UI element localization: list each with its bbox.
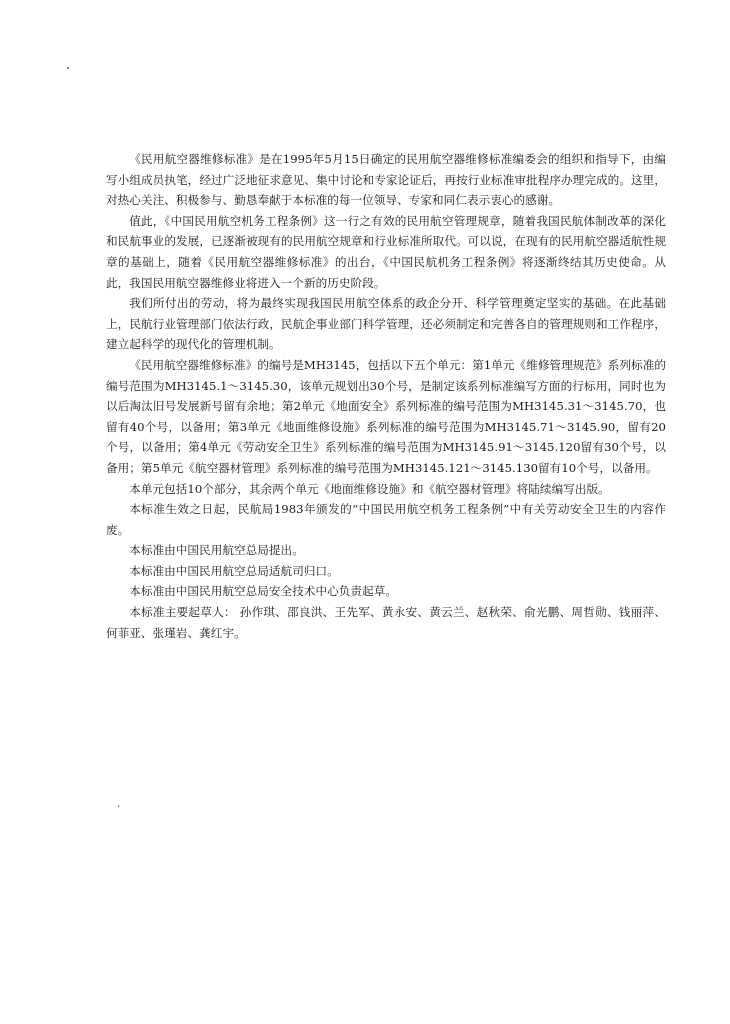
paragraph-drafters: 本标准主要起草人： 孙作琪、邵良洪、王先军、黄永安、黄云兰、赵秋荣、俞光鹏、周哲勋、钱丽萍、何菲亚、张瑾岩、龚红宇。 [106,605,666,640]
paragraph-proposer: 本标准由中国民用航空总局提出。 [129,543,304,558]
paragraph-drafting-org: 本标准由中国民用航空总局安全技术中心负责起草。 [129,584,397,599]
foreword-text [106,149,666,643]
paragraph-management: 我们所付出的劳动，将为最终实现我国民用航空体系的政企分开、科学管理奠定坚实的基础。在此基础上，民航行业管理部门依法行政，民航企事业部门科学管理，还必须制定和完善各自的管理规则和工作程序，建立起科学的现代化的管理机制。 [106,296,666,352]
paragraph-regulation-replacement: 值此，《中国民用航空机务工程条例》这一行之有效的民用航空管理规章，随着我国民航体制改革的深化和民航事业的发展，已逐渐被现有的民用航空规章和行业标准所取代。可以说，在现有的民用航空器适航性规章的基础上，随着《民用航空器维修标准》的出台，《中国民航机务工程条例》将逐渐终结其历史使命。从此，我国民用航空器维修业将进入一个新的历史阶段。 [106,213,666,290]
paragraph-numbering: 《民用航空器维修标准》的编号是MH3145，包括以下五个单元：第1单元《维修管理规范》系列标准的编号范围为MH3145.1～3145.30，该单元规划出30个号，是制定该系列标准编写方面的行标用，同时也为以后淘汰旧号发展新号留有余地；第2单元《地面安全》系列标准的编号范围为MH3145.31～3145.70，也留有40个号，以备用；第3单元《地面维修设施》系列标准的编号范围为MH3145.71～3145.90，留有20个号，以备用；第4单元《劳动安全卫生》系列标准的编号范围为MH3145.91～3145.120留有30个号，以备用；第5单元《航空器材管理》系列标准的编号范围为MH3145.121～3145.130留有10个号，以备用。 [106,357,666,475]
paragraph-administrator: 本标准由中国民用航空总局适航司归口。 [129,563,339,578]
scan-speck [67,67,69,69]
scan-speck [118,805,119,807]
paragraph-unit-parts: 本单元包括10个部分，其余两个单元《地面维修设施》和《航空器材管理》将陆续编写出版。 [129,481,610,496]
paragraph-intro: 《民用航空器维修标准》是在1995年5月15日确定的民用航空器维修标准编委会的组织和指导下，由编写小组成员执笔，经过广泛地征求意见、集中讨论和专家论证后，再按行业标准审批程序办理完成的。这里，对热心关注、积极参与、勤恳奉献于本标准的每一位领导、专家和同仁表示衷心的感谢。 [106,152,666,208]
paragraph-effective: 本标准生效之日起，民航局1983年颁发的“中国民用航空机务工程条例”中有关劳动安全卫生的内容作废。 [106,502,666,537]
